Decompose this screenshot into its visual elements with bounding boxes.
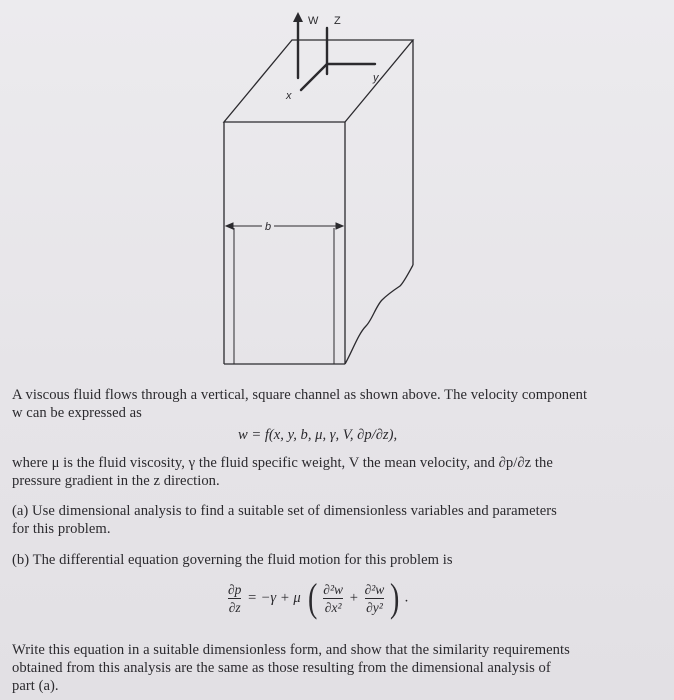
velocity-function-equation: w = f(x, y, b, μ, γ, V, ∂p/∂z),	[238, 427, 398, 443]
intro-line-1: A viscous fluid flows through a vertical, square channel as shown above. The velocity component	[12, 387, 588, 403]
channel-top-face	[224, 40, 413, 122]
governing-pde: $\frac{\partial p}{\partial z}$ = −γ + μ ( $\frac{\text{∂²w}}{\text{∂x²}}$ + $\frac{\text{∂²w}}{\text{∂y²}}$ ) .	[228, 575, 409, 620]
part-b-line-1: (b) The differential equation governing the fluid motion for this problem is	[12, 552, 453, 568]
pde-middle-terms: = −γ + μ	[247, 589, 301, 606]
width-arrow-left	[226, 223, 233, 229]
w-axis-arrow	[293, 12, 303, 22]
width-arrow-right	[336, 223, 343, 229]
z-axis-label: Z	[334, 15, 341, 27]
pde-term-x: $\frac{\text{∂²w}}{\text{∂x²}}$	[323, 581, 344, 615]
w-axis-label: W	[308, 15, 319, 27]
channel-break-line	[345, 265, 413, 364]
x-axis-label: x	[286, 90, 292, 102]
final-line-3: part (a).	[12, 678, 59, 694]
part-a-line-2: for this problem.	[12, 521, 111, 537]
pde-term-y: $\frac{\text{∂²w}}{\text{∂y²}}$	[364, 581, 385, 615]
y-axis-label: y	[373, 72, 379, 84]
where-line-2: pressure gradient in the z direction.	[12, 473, 220, 489]
final-line-1: Write this equation in a suitable dimensionless form, and show that the similarity requirements	[12, 642, 570, 658]
x-axis	[301, 64, 327, 90]
pde-lhs-fraction: $\frac{\partial p}{\partial z}$	[228, 581, 242, 615]
intro-line-2: w can be expressed as	[12, 405, 142, 421]
final-line-2: obtained from this analysis are the same as those resulting from the dimensional analysis of	[12, 660, 551, 676]
where-line-1: where μ is the fluid viscosity, γ the fluid specific weight, V the mean velocity, and ∂p/∂z the	[12, 455, 553, 471]
part-a-line-1: (a) Use dimensional analysis to find a suitable set of dimensionless variables and parameters	[12, 503, 557, 519]
width-label: b	[265, 221, 272, 233]
